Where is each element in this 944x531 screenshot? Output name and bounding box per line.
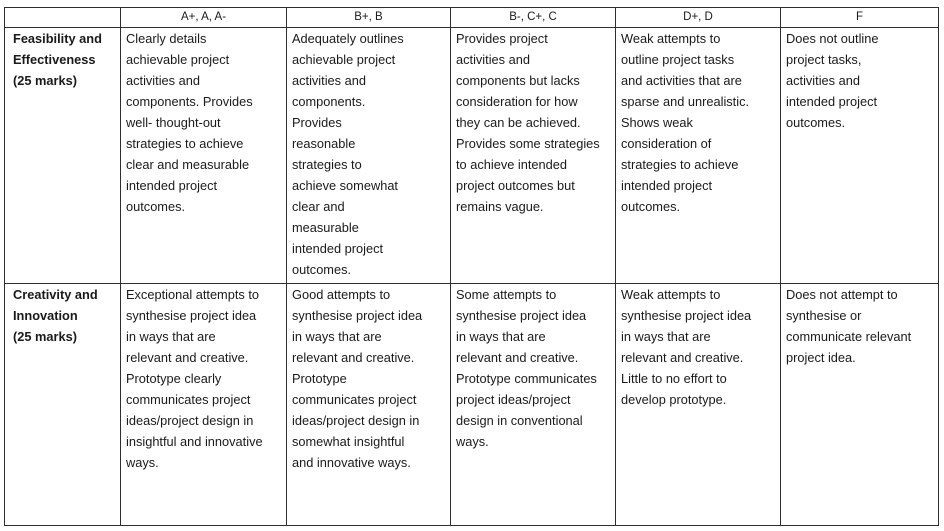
criterion-feasibility <box>5 28 121 284</box>
cell-text: Good attempts to synthesise project idea in ways that are relevant and creative. Prototype communicates project ideas/project design in somewhat insightful and innovative ways. <box>292 287 423 471</box>
cell-text: Provides project activities and components but lacks consideration for how they can be achieved. Provides some strategies to achieve intended project outcomes but remains vague. <box>456 31 600 214</box>
table-cell <box>121 28 287 284</box>
table-cell <box>287 284 451 526</box>
rubric-table <box>4 7 939 526</box>
cell-text: Adequately outlines achievable project activities and components. Provides reasonable strategies to achieve somewhat clear and measurable intended project outcomes. <box>292 31 404 277</box>
cell-text: Does not outline project tasks, activities and intended project outcomes. <box>786 31 879 130</box>
header-corner <box>5 8 121 28</box>
table-cell <box>451 284 616 526</box>
cell-text: Does not attempt to synthesise or communicate relevant project idea. <box>786 287 912 366</box>
table-cell <box>121 284 287 526</box>
table-row <box>5 284 939 526</box>
criterion-creativity <box>5 284 121 526</box>
cell-text: Weak attempts to outline project tasks and activities that are sparse and unrealistic. Shows weak consideration of strategies to achieve intended project outcomes. <box>621 31 750 214</box>
table-cell <box>616 28 781 284</box>
table-cell <box>287 28 451 284</box>
header-grade-f: F <box>781 8 939 28</box>
cell-text: Some attempts to synthesise project idea in ways that are relevant and creative. Prototype communicates project ideas/project design in conventional ways. <box>456 287 597 450</box>
header-grade-d: D+, D <box>616 8 781 28</box>
cell-text: Exceptional attempts to synthesise project idea in ways that are relevant and creative. Prototype clearly communicates project ideas/project design in insightful and innovative ways. <box>126 287 263 471</box>
header-grade-b: B+, B <box>287 8 451 28</box>
cell-text: Weak attempts to synthesise project idea in ways that are relevant and creative. Little to no effort to develop prototype. <box>621 287 752 408</box>
criterion-label: Feasibility and Effectiveness (25 marks) <box>13 31 102 88</box>
table-cell <box>616 284 781 526</box>
header-grade-a: A+, A, A- <box>121 8 287 28</box>
criterion-label: Creativity and Innovation (25 marks) <box>13 287 98 345</box>
table-row <box>5 28 939 284</box>
table-cell <box>781 28 939 284</box>
cell-text: Clearly details achievable project activities and components. Provides well- thought-out strategies to achieve clear and measurable intended project outcomes. <box>126 31 253 214</box>
header-grade-c: B-, C+, C <box>451 8 616 28</box>
table-cell <box>781 284 939 526</box>
header-row <box>5 8 939 28</box>
table-cell <box>451 28 616 284</box>
